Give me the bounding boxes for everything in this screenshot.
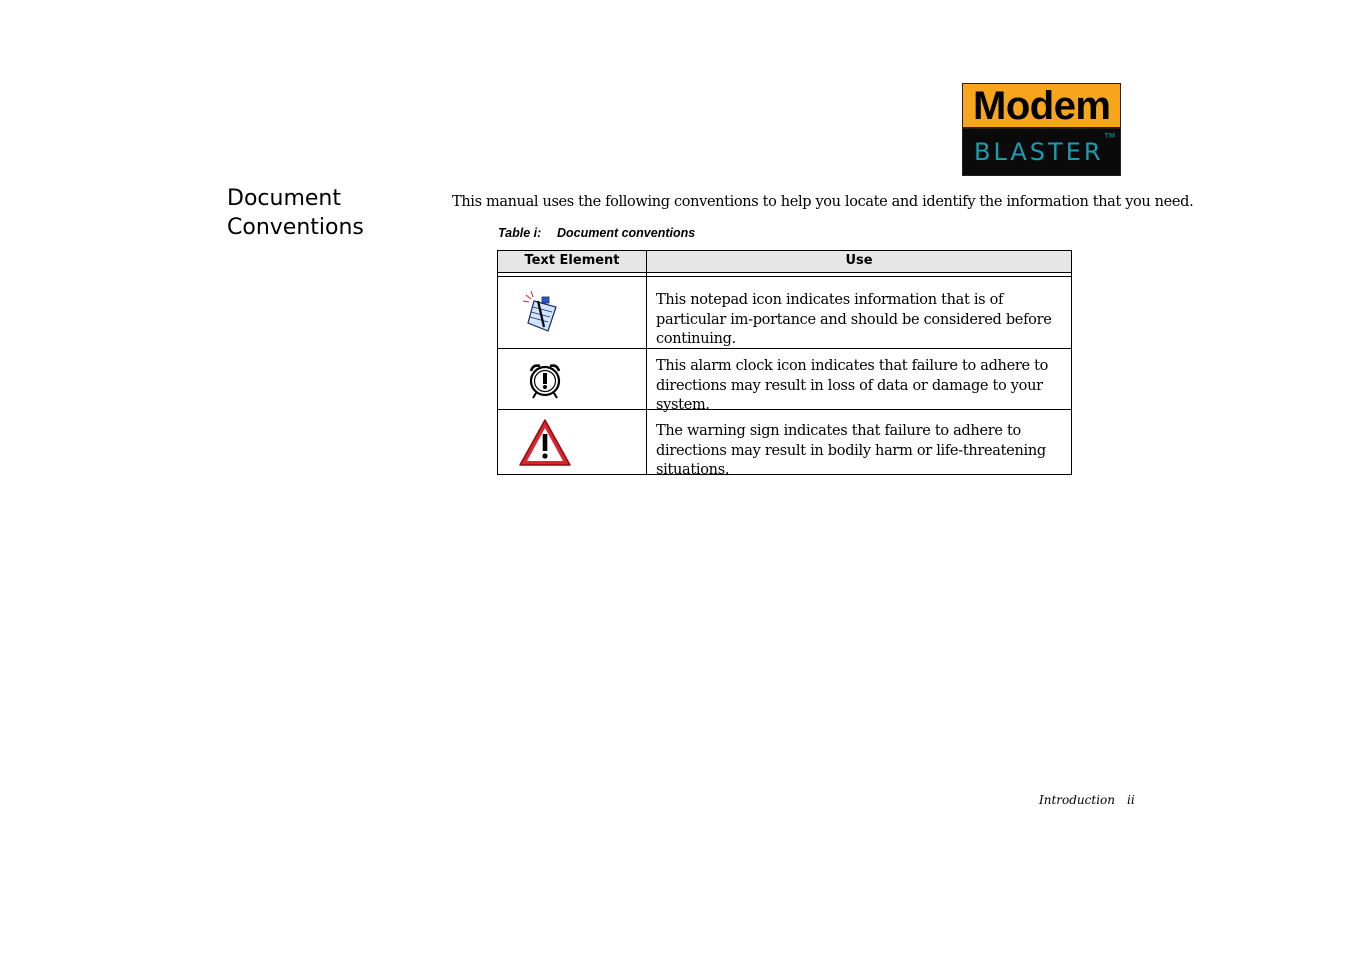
row-description: This notepad icon indicates information that is of particular im-portance and should be considered before continuing. <box>656 292 1052 347</box>
table-header-row <box>498 251 1071 273</box>
logo-word-blaster: BLASTER <box>974 138 1104 166</box>
logo-trademark: TM <box>1104 132 1115 140</box>
table-row <box>498 348 1071 413</box>
logo-top-band <box>962 83 1121 128</box>
row-description: This alarm clock icon indicates that failure to adhere to directions may result in loss of data or damage to your system. <box>656 358 1049 413</box>
modem-blaster-logo <box>962 83 1121 176</box>
page-footer <box>1039 792 1135 808</box>
table-row <box>498 410 1071 478</box>
logo-bottom-band <box>962 128 1121 176</box>
table-row <box>498 277 1071 349</box>
logo-word-modem: Modem <box>973 84 1111 128</box>
section-heading: Document Conventions <box>227 186 364 240</box>
conventions-table <box>497 250 1072 478</box>
alarm-clock-icon <box>498 348 646 409</box>
row-description: The warning sign indicates that failure to adhere to directions may result in bodily harm or life-threatening situations. <box>656 423 1046 478</box>
header-text-element: Text Element <box>524 253 620 268</box>
intro-paragraph: This manual uses the following conventions to help you locate and identify the information that you need. <box>452 194 1194 210</box>
footer-section: Introduction <box>1039 793 1115 807</box>
table-caption-label: Table i: <box>498 226 542 240</box>
header-use: Use <box>845 253 873 268</box>
column-divider <box>646 251 647 474</box>
table-caption-title: Document conventions <box>557 226 696 240</box>
warning-sign-icon <box>498 410 646 474</box>
page-number: ii <box>1127 793 1135 807</box>
notepad-icon <box>498 277 646 348</box>
table-caption <box>498 225 695 241</box>
